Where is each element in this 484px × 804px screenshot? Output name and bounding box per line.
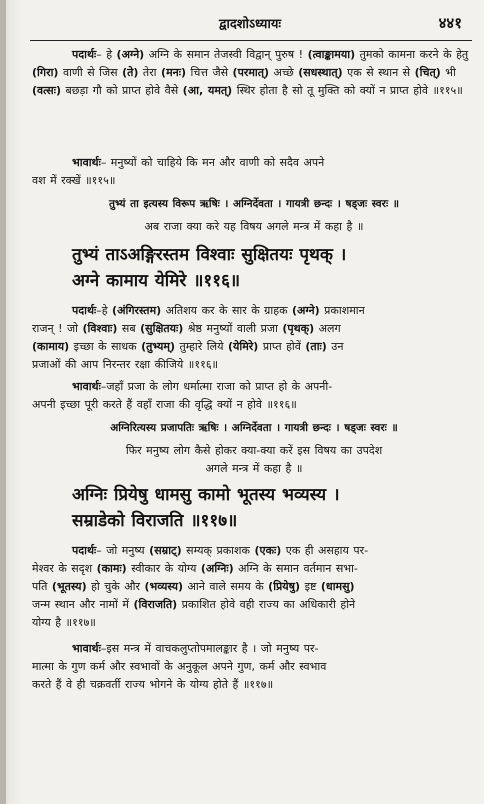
text-run: अग्नि के समान वर्तमान सभा-	[233, 562, 358, 575]
text-run: एक से स्थान से	[342, 66, 415, 79]
padarth-115	[32, 46, 476, 100]
text-run: अतिशय कर के सार के ग्राहक	[161, 304, 293, 317]
text-run: तुम्हारे लिये	[174, 340, 228, 353]
bhavarth-115	[32, 154, 476, 190]
text-run: स्थिर होता है सो तू मुक्ति को क्यों न प्राप्त	[232, 84, 409, 97]
text-run: उन	[326, 340, 344, 353]
keyword: (मनः)	[161, 66, 187, 79]
text-run: – जो मनुष्य	[96, 544, 150, 557]
padarth-117-text	[32, 542, 476, 632]
keyword: (अग्ने)	[116, 48, 145, 61]
mantra-116-intro: अब राजा क्या करे यह विषय अगले मन्त्र में कहा है ॥	[144, 220, 364, 233]
text-run: योग्य है ॥११७॥	[32, 616, 96, 629]
keyword: (प्रियेषु)	[268, 580, 301, 593]
text-run: इष्ट	[300, 580, 321, 593]
text-run: तेरा	[138, 66, 162, 79]
keyword: (अग्ने)	[292, 304, 320, 317]
text-run: प्रजाओं की आप निरन्तर रक्षा कीजिये ॥११६॥	[32, 358, 219, 371]
text-run: एक ही असहाय पर-	[281, 544, 369, 557]
keyword: (एकः)	[254, 544, 282, 557]
page-number: ४४१	[438, 14, 462, 32]
mantra-116-line-2: अग्ने कामाय येमिरे ॥११६॥	[72, 271, 241, 291]
mantra-116	[32, 242, 476, 294]
text-run: आने वाले समय के	[183, 580, 269, 593]
keyword: (विराजति)	[133, 598, 178, 611]
bhavarth-116-text	[32, 378, 476, 414]
text-run: –इस मन्त्र में वाचकलुप्तोपमालङ्कार है । जो मनुष्य पर-	[100, 642, 319, 655]
text-run: पति	[32, 580, 52, 593]
keyword: (कामाय)	[32, 340, 70, 353]
header-rule	[30, 40, 472, 41]
padarth-label: पदार्थः	[72, 304, 97, 317]
text-run: सब	[117, 322, 141, 335]
keyword: (पृथक्)	[282, 322, 315, 335]
text-run: प्राप्त होवें	[258, 340, 306, 353]
bhavarth-117	[32, 640, 476, 694]
keyword: (अग्निः)	[200, 562, 234, 575]
text-run: प्राप्त होवे वैसे	[117, 84, 183, 97]
bhavarth-116	[32, 378, 476, 414]
padarth-label: पदार्थः	[72, 48, 97, 61]
padarth-117	[32, 542, 476, 632]
text-run: भी	[440, 66, 456, 79]
text-run: वश में रक्खें ॥११५॥	[32, 174, 116, 187]
text-run: –जहाँ प्रजा के लोग धर्मात्मा राजा को प्राप्त हो के अपनी-	[100, 380, 333, 393]
text-run: बछड़ा गौ को	[60, 84, 118, 97]
mantra-116-line-1: तुभ्यं ताऽअङ्गिरस्तम विश्वाः सुक्षितयः पृथक् ।	[72, 245, 347, 265]
text-run: प्रकाशमान	[319, 304, 365, 317]
running-header	[30, 14, 470, 36]
book-spine-shadow	[0, 0, 6, 804]
keyword: (अंगिरस्तम)	[112, 304, 162, 317]
bhavarth-115-text	[32, 154, 476, 190]
text-run: –हे	[96, 304, 113, 317]
mantra-117-line-2: सम्राडेको विराजति ॥११७॥	[72, 511, 238, 531]
chapter-title: द्वादशोऽध्यायः	[219, 17, 281, 32]
keyword: (सम्राट्)	[149, 544, 182, 557]
keyword: (ते)	[122, 66, 139, 79]
text-run: अच्छे	[269, 66, 299, 79]
text-run: अग्नि के समान तेजस्वी विद्वान् पुरुष !	[144, 48, 308, 61]
mantra-116-metadata: तुभ्यं ता इत्यस्य विरूप ऋषिः । अग्निर्देवता । गायत्री छन्दः । षड्जः स्वरः ॥	[108, 198, 400, 210]
text-run: मेश्वर के सदृश	[32, 562, 97, 575]
keyword: (वत्सः)	[32, 84, 61, 97]
keyword: (चित्)	[414, 66, 441, 79]
keyword: (ताः)	[305, 340, 327, 353]
text-run: श्रेष्ठ मनुष्यों वाली प्रजा	[183, 322, 283, 335]
mantra-117-metadata: अग्निरित्यस्य प्रजापतिः ऋषिः । अग्निर्देवता । गायत्री छन्दः । षड्जः स्वरः ॥	[110, 422, 398, 434]
keyword: (भव्यस्य)	[144, 580, 184, 593]
padarth-115-text	[32, 46, 476, 100]
keyword: (सुक्षितयः)	[140, 322, 184, 335]
mantra-117-intro	[32, 442, 476, 478]
text-run: सम्यक् प्रकाशक	[181, 544, 255, 557]
keyword: (आ, यमत्)	[182, 84, 233, 97]
keyword: (सधस्थात्)	[298, 66, 343, 79]
bhavarth-label: भावार्थः	[72, 156, 101, 169]
bhavarth-117-text	[32, 640, 476, 694]
padarth-116-text	[32, 302, 476, 374]
text-run: वाणी से जिस	[58, 66, 123, 79]
keyword: (परमात्)	[232, 66, 270, 79]
keyword: (त्वाङ्कामया)	[307, 48, 356, 61]
text-run: प्रकाशित होवे वही राज्य का अधिकारी होने	[177, 598, 356, 611]
keyword: (गिरा)	[32, 66, 59, 79]
text-run: मात्मा के गुण कर्म और स्वभावों के अनुकूल अपने गुण, कर्म और स्वभाव	[32, 660, 327, 673]
padarth-116	[32, 302, 476, 374]
text-run: तुमको कामना करने के हेतु	[355, 48, 469, 61]
keyword: (विश्वाः)	[82, 322, 118, 335]
mantra-117-intro-line-1: फिर मनुष्य लोग कैसे होकर क्या-क्या करें इस विषय का उपदेश	[125, 444, 383, 457]
keyword: (कामः)	[96, 562, 127, 575]
text-run: जन्म स्थान और नामों में	[32, 598, 134, 611]
text-run: स्वीकार के योग्य	[126, 562, 201, 575]
text-run: राजन् ! जो	[32, 322, 83, 335]
text-run: होवे ॥११५॥	[408, 84, 463, 97]
keyword: (धामसु)	[320, 580, 355, 593]
keyword: (तुभ्यम्)	[141, 340, 175, 353]
text-run: इच्छा के साधक	[69, 340, 142, 353]
text-run: हो चुके और	[86, 580, 145, 593]
mantra-117-line-1: अग्निः प्रियेषु धामसु कामो भूतस्य भव्यस्य ।	[72, 485, 340, 505]
bhavarth-label: भावार्थः	[72, 642, 101, 655]
mantra-117	[32, 482, 476, 534]
keyword: (येमिरे)	[227, 340, 259, 353]
text-run: करते हैं वे ही चक्रवर्ती राज्य भोगने के योग्य होते हैं ॥११७॥	[32, 678, 274, 691]
bhavarth-label: भावार्थः	[72, 380, 101, 393]
padarth-label: पदार्थः	[72, 544, 97, 557]
mantra-117-intro-line-2: अगले मन्त्र में कहा है ॥	[205, 462, 303, 475]
text-run: अलग	[314, 322, 341, 335]
text-run: – मनुष्यों को चाहिये कि मन और वाणी को सदैव अपने	[100, 156, 325, 169]
keyword: (भूतस्य)	[51, 580, 87, 593]
text-run: अपनी इच्छा पूरी करते हैं वहाँ राजा की वृद्धि क्यों न होवे ॥११६॥	[32, 398, 297, 411]
text-run: – हे	[96, 48, 117, 61]
text-run: चित्त जैसे	[186, 66, 233, 79]
